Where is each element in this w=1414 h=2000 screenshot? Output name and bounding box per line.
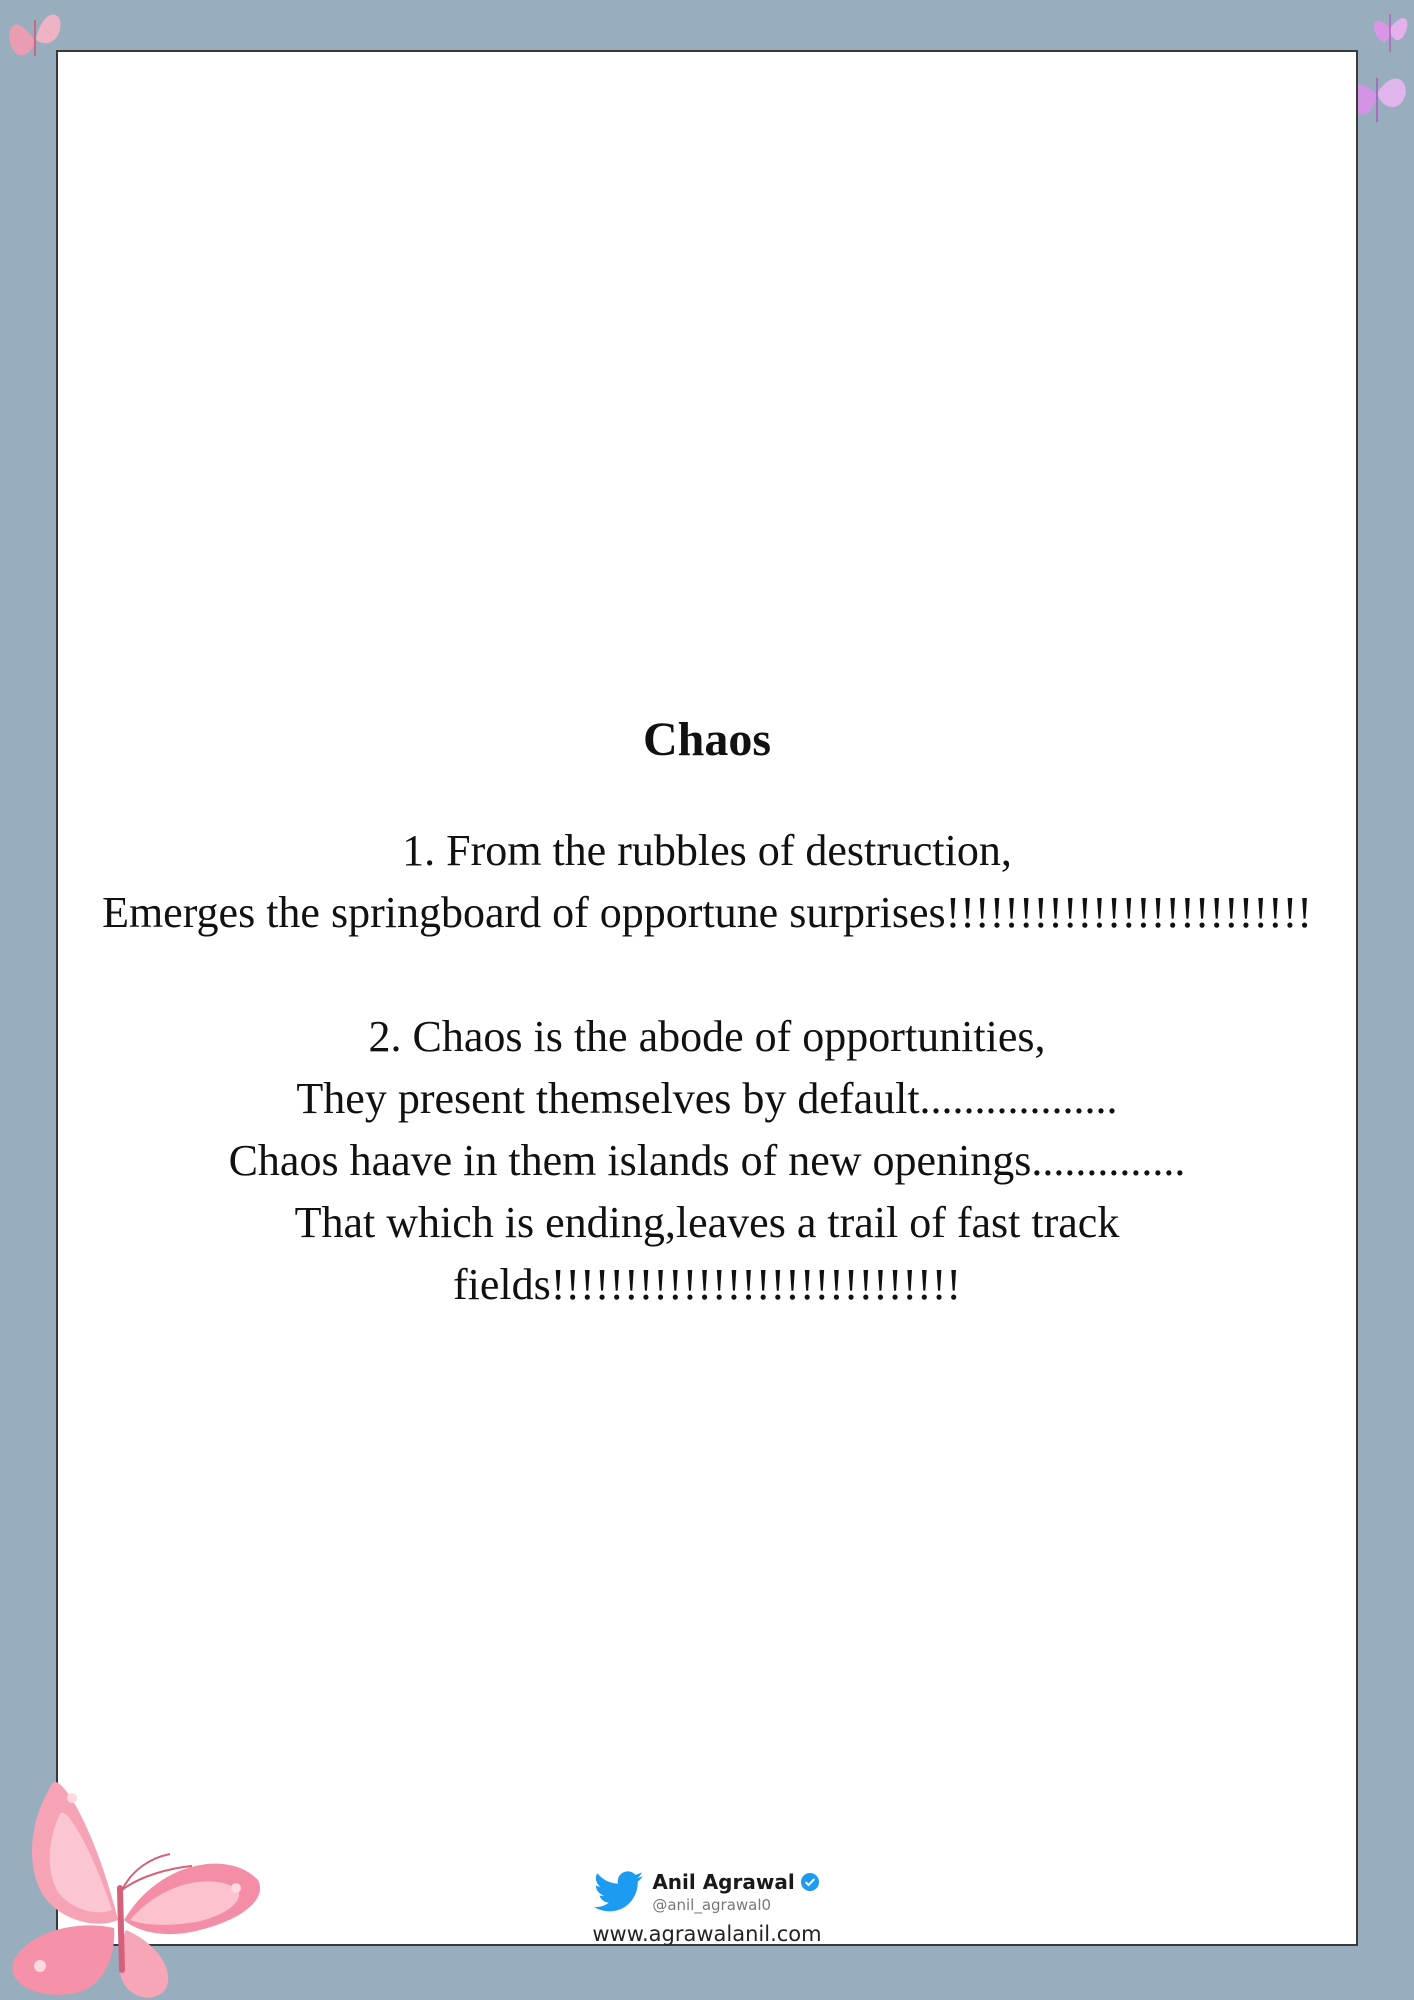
poem-title: Chaos: [642, 713, 772, 766]
poem-line: Chaos haave in them islands of new openings..............: [228, 1136, 1186, 1185]
poem: [58, 712, 1356, 1378]
butterfly-icon-bottom-left: [0, 1770, 264, 2000]
poem-line: Emerges the springboard of opportune surprises!!!!!!!!!!!!!!!!!!!!!!!!!: [102, 888, 1312, 937]
author-name: Anil Agrawal: [652, 1870, 795, 1894]
author-name-row: [652, 1870, 819, 1894]
author-handle-row: [594, 1870, 819, 1914]
poem-line: fields!!!!!!!!!!!!!!!!!!!!!!!!!!!!: [452, 1260, 962, 1309]
author-name-block: [652, 1870, 819, 1914]
stanza-2: [58, 1006, 1356, 1316]
poem-line: 2. Chaos is the abode of opportunities,: [368, 1012, 1046, 1061]
document-page: [56, 50, 1358, 1946]
stanza-1: [58, 820, 1356, 944]
poem-line: They present themselves by default..................: [296, 1074, 1118, 1123]
poem-line: 1. From the rubbles of destruction,: [402, 826, 1012, 875]
verified-badge-icon: [800, 1872, 820, 1892]
twitter-bird-icon: [594, 1870, 644, 1914]
poem-line: That which is ending,leaves a trail of fast track: [294, 1198, 1120, 1247]
butterfly-icon-top-right-small: [1366, 0, 1414, 58]
author-handle: @anil_agrawal0: [652, 1896, 772, 1914]
author-website: www.agrawalanil.com: [592, 1922, 822, 1946]
